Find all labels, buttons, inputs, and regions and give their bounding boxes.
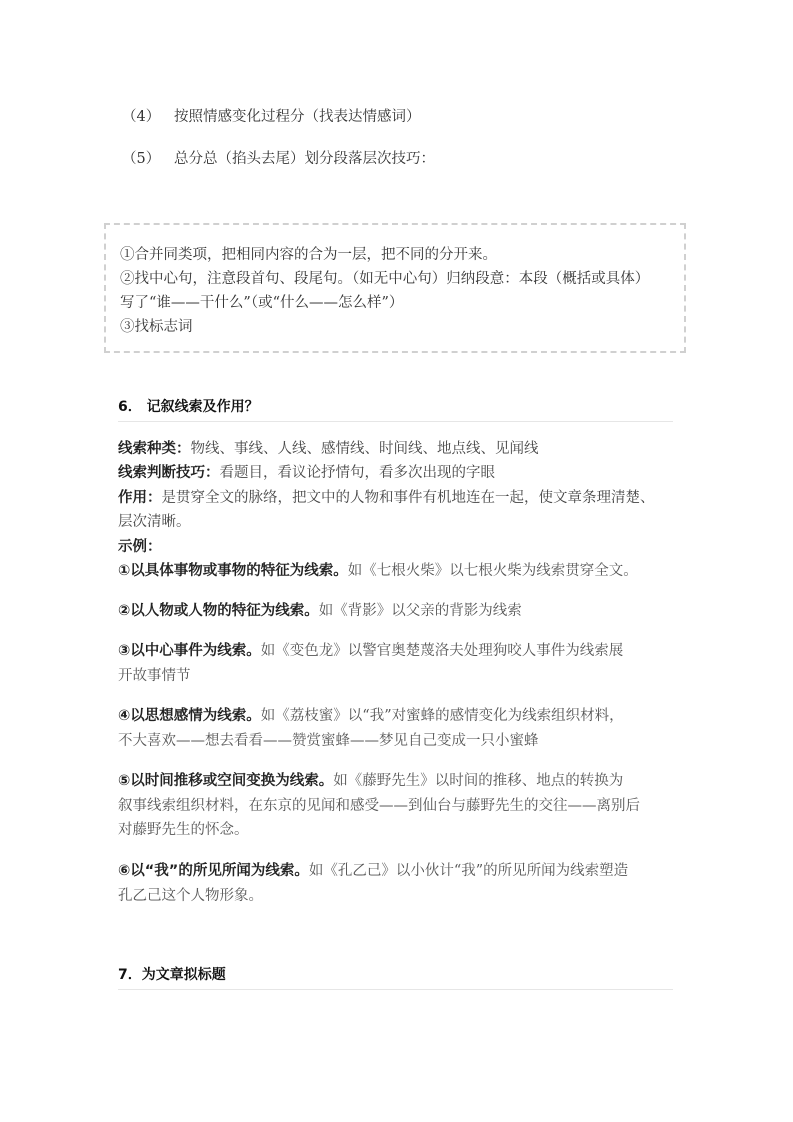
clue-role-cont: 层次清晰。 [118,514,191,530]
example-3-cont: 开故事情节 [118,668,191,684]
section-7-heading: 7．为文章拟标题 [118,967,226,983]
section-7-divider [118,989,673,990]
section-6-heading: 6． 记叙线索及作用？ [118,399,259,415]
list-item-5 [122,147,435,171]
example-bold: 以具体事物或事物的特征为线索。 [130,563,348,579]
tip-line-2: ②找中心句，注意段首句、段尾句。（如无中心句）归纳段意：本段（概括或具体） [120,271,650,287]
tip-line-4: ③找标志词 [120,319,193,335]
example-bold: 以时间推移或空间变换为线索。 [130,773,334,789]
tips-box [104,223,686,353]
clue-types-text: 物线、事线、人线、感情线、时间线、地点线、见闻线 [190,441,539,457]
example-bold: 以中心事件为线索。 [130,643,261,659]
example-2 [118,599,522,623]
clue-judge-text: 看题目，看议论抒情句，看多次出现的字眼 [219,465,495,481]
clue-judge [118,461,495,485]
example-text: 如《孔乙己》以小伙计“我”的所见所闻为线索塑造 [308,863,629,879]
item-number: （4） [122,109,161,125]
example-text: 如《七根火柴》以七根火柴为线索贯穿全文。 [347,563,638,579]
item-text: 总分总（掐头去尾）划分段落层次技巧： [174,151,435,167]
example-6-cont: 孔乙己这个人物形象。 [118,888,263,904]
example-mark: ① [118,563,131,579]
example-label-text: 示例： [118,539,162,555]
item-number: （5） [122,151,161,167]
example-5-cont-1: 叙事线索组织材料，在东京的见闻和感受——到仙台与藤野先生的交往——离别后 [118,798,640,814]
example-bold: 以人物或人物的特征为线索。 [130,603,319,619]
clue-types [118,437,539,461]
example-5-cont-2: 对藤野先生的怀念。 [118,822,249,838]
tip-line-3: 写了“谁——干什么”（或“什么——怎么样”） [120,295,404,311]
example-1 [118,559,638,583]
example-3 [118,639,623,663]
example-text: 如《藤野先生》以时间的推移、地点的转换为 [333,773,624,789]
example-6 [118,859,628,883]
tip-line-1: ①合并同类项，把相同内容的合为一层，把不同的分开来。 [120,247,497,263]
clue-judge-label: 线索判断技巧： [118,465,220,481]
example-text: 如《变色龙》以警官奥楚蔑洛夫处理狗咬人事件为线索展 [260,643,624,659]
example-mark: ④ [118,708,131,724]
section-6-divider [118,421,673,422]
example-bold: 以“我”的所见所闻为线索。 [130,863,309,879]
list-item-4 [122,105,421,129]
example-bold: 以思想感情为线索。 [130,708,261,724]
example-mark: ⑤ [118,773,131,789]
clue-role [118,486,655,510]
example-label [118,535,162,559]
example-4-cont: 不大喜欢——想去看看——赞赏蜜蜂——梦见自己变成一只小蜜蜂 [118,733,539,749]
example-mark: ② [118,603,131,619]
clue-role-text: 是贯穿全文的脉络，把文中的人物和事件有机地连在一起，使文章条理清楚、 [161,490,655,506]
example-mark: ⑥ [118,863,131,879]
clue-types-label: 线索种类： [118,441,191,457]
item-text: 按照情感变化过程分（找表达情感词） [174,109,421,125]
clue-role-label: 作用： [118,490,162,506]
example-4 [118,704,624,728]
example-text: 如《荔枝蜜》以“我”对蜜蜂的感情变化为线索组织材料， [260,708,624,724]
example-mark: ③ [118,643,131,659]
example-text: 如《背影》以父亲的背影为线索 [318,603,522,619]
example-5 [118,769,623,793]
